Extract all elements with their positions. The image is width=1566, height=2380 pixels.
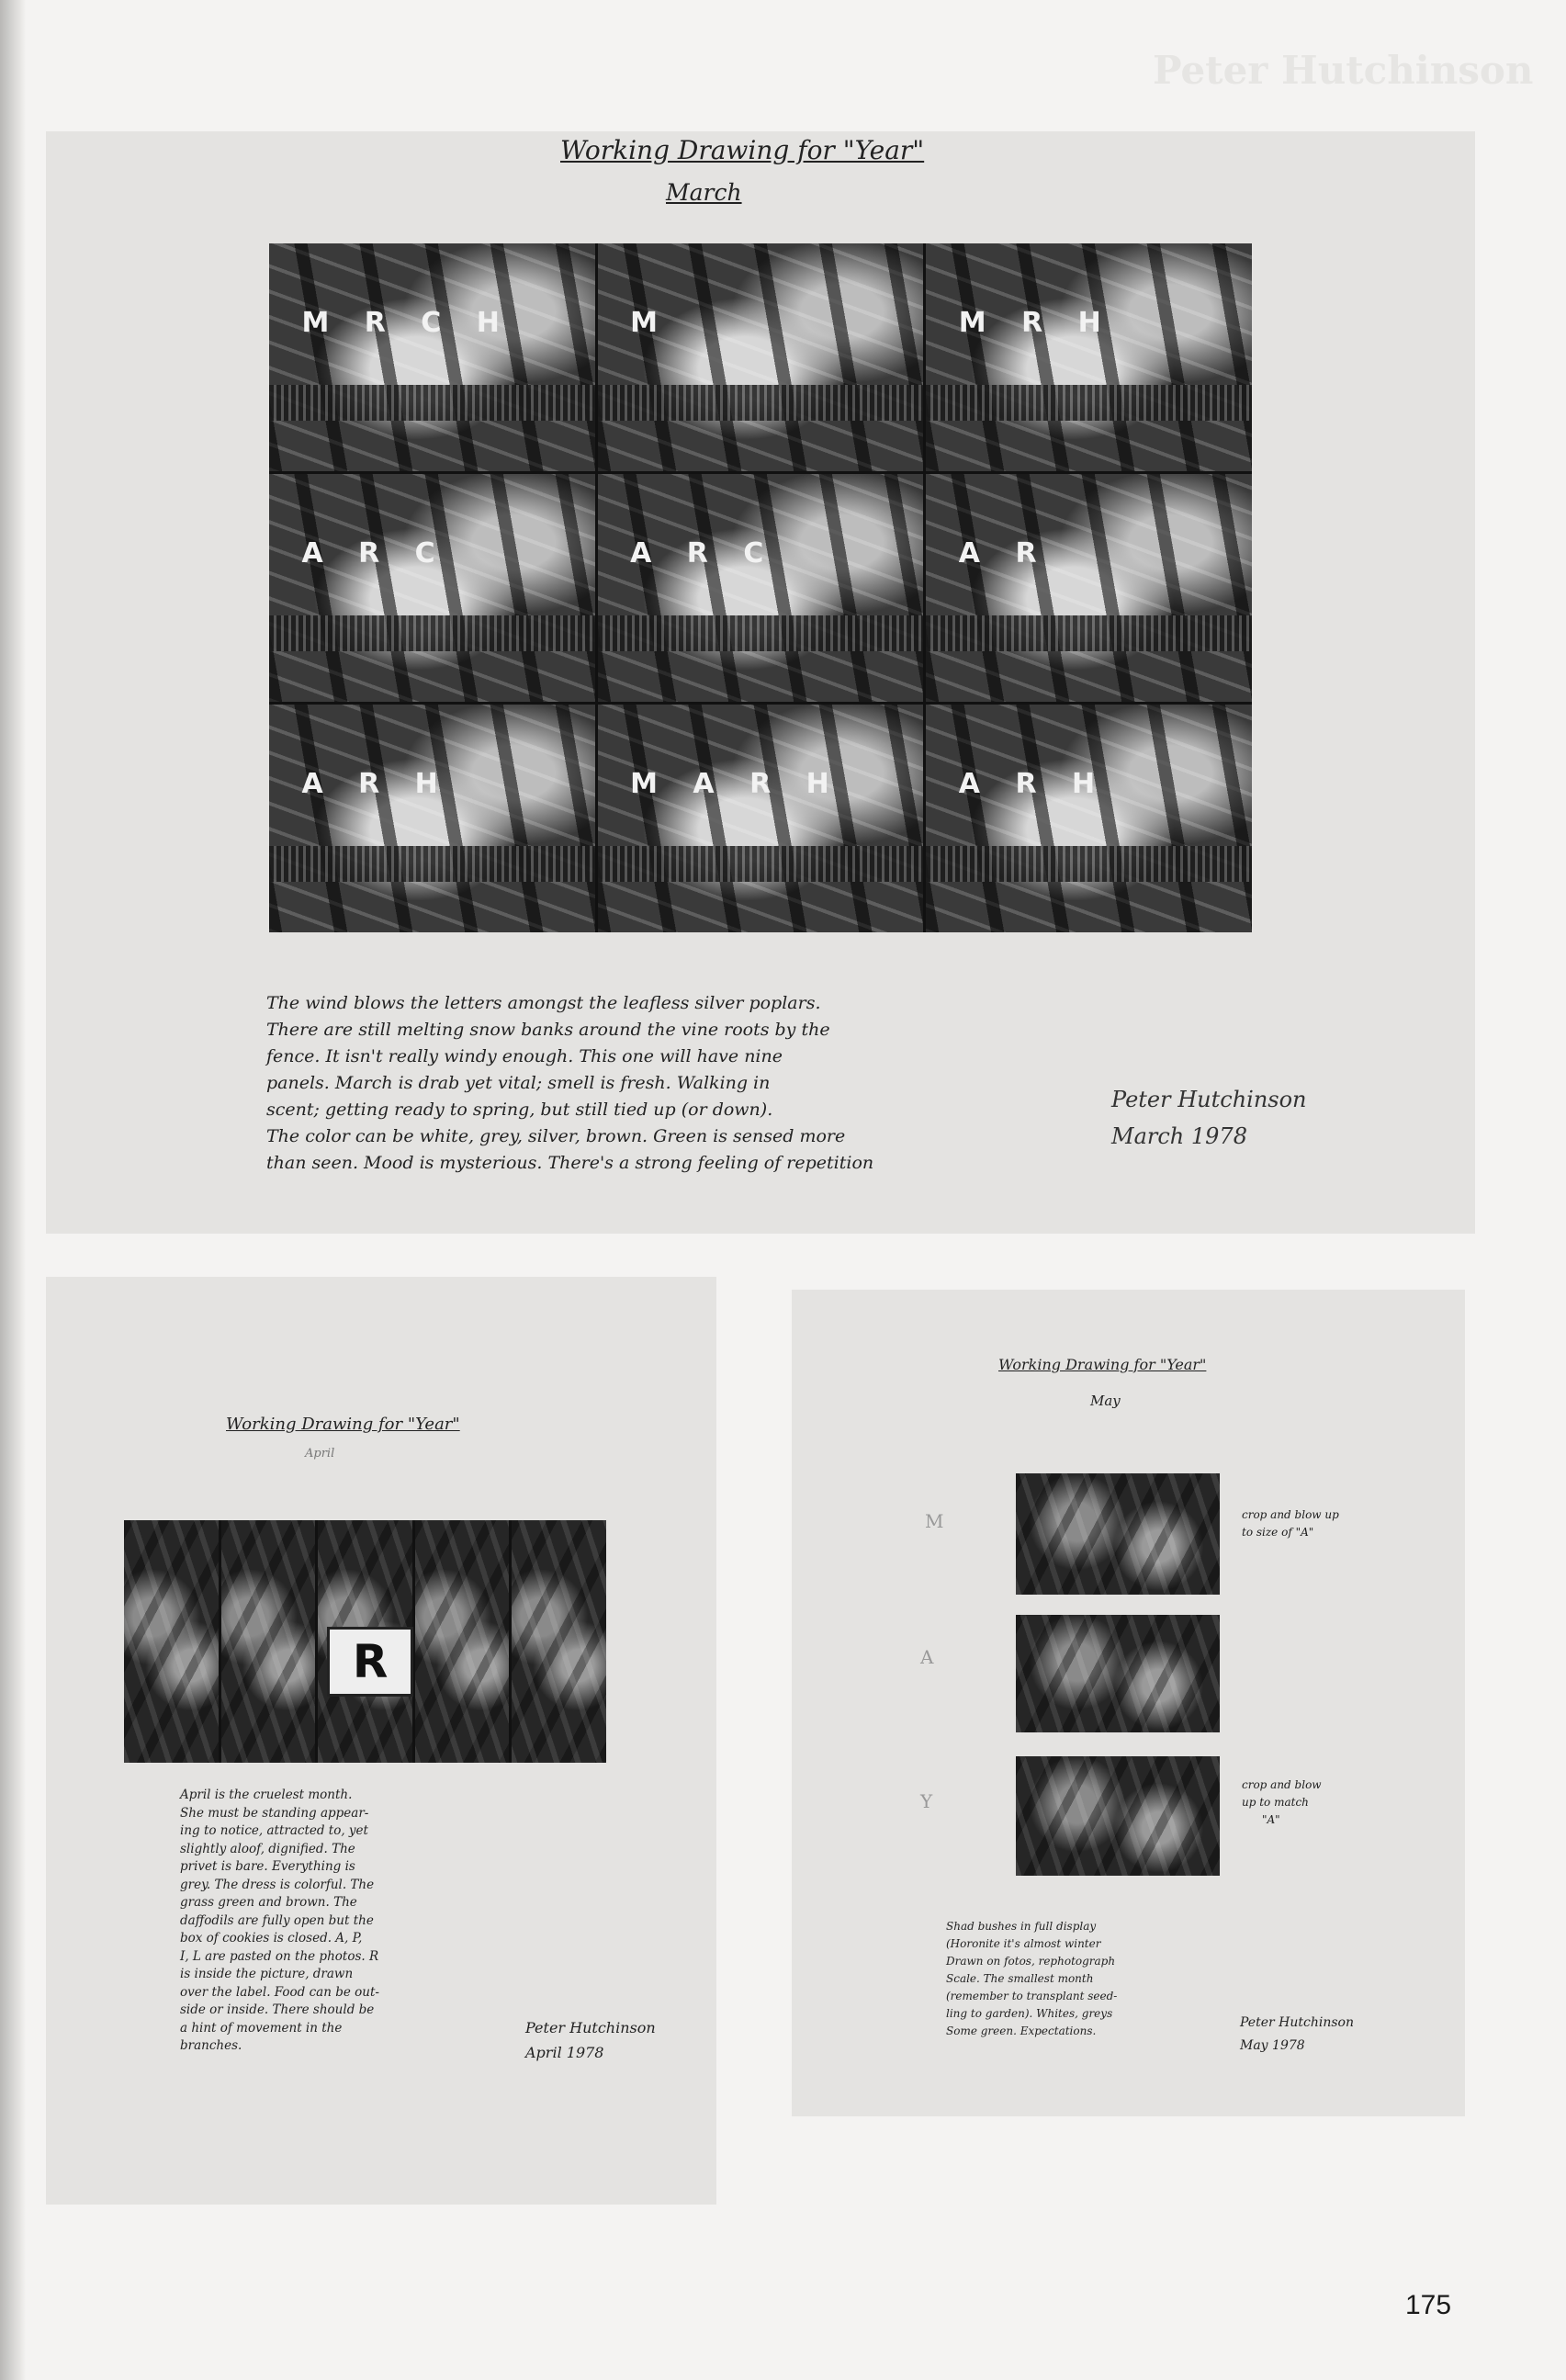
april-working-drawing <box>46 1277 716 2205</box>
may-handwritten-text <box>946 1918 1222 2040</box>
text-line: daffodils are fully open but the <box>180 1912 374 1928</box>
april-photo <box>124 1520 219 1763</box>
march-photo-panel <box>926 243 1252 471</box>
may-month: May <box>1090 1393 1121 1409</box>
panel-letters: M R H <box>958 307 1114 340</box>
may-working-drawing <box>792 1290 1465 2116</box>
r-letter: R <box>352 1635 389 1689</box>
page-number: 175 <box>1405 2290 1452 2320</box>
may-side-letter: A <box>920 1646 934 1668</box>
panel-letters: A R C <box>630 537 777 570</box>
april-photo <box>512 1520 606 1763</box>
note-line: crop and blow up <box>1242 1508 1339 1521</box>
march-date: March 1978 <box>1111 1123 1247 1149</box>
may-photo-bottom <box>1016 1756 1220 1876</box>
april-photo <box>415 1520 510 1763</box>
panel-letters: A R H <box>958 768 1109 801</box>
march-signature: Peter Hutchinson <box>1111 1087 1307 1112</box>
text-line: privet is bare. Everything is <box>180 1859 355 1874</box>
april-photo-strip <box>124 1520 606 1763</box>
text-line: grass green and brown. The <box>180 1895 357 1910</box>
may-photo-middle <box>1016 1615 1220 1732</box>
march-photo-panel <box>926 474 1252 702</box>
book-gutter-shadow <box>0 0 26 2380</box>
april-photo <box>318 1520 412 1763</box>
may-note-top <box>1242 1506 1339 1541</box>
text-line: over the label. Food can be out- <box>180 1984 379 2000</box>
text-line: ing to notice, attracted to, yet <box>180 1823 368 1838</box>
march-month: March <box>666 179 742 206</box>
text-line: side or inside. There should be <box>180 2002 375 2017</box>
text-line: I, L are pasted on the photos. R <box>180 1948 379 1964</box>
note-line: crop and blow <box>1242 1778 1322 1791</box>
panel-letters: M R C H <box>301 307 513 340</box>
may-side-letter: M <box>925 1510 944 1532</box>
march-photo-panel <box>926 705 1252 932</box>
text-line: scent; getting ready to spring, but still tied up (or down). <box>266 1100 773 1120</box>
r-letter-card <box>327 1627 413 1697</box>
text-line: branches. <box>180 2038 242 2053</box>
april-photo <box>221 1520 316 1763</box>
text-line: (remember to transplant seed- <box>946 1990 1118 2002</box>
text-line: Drawn on fotos, rephotograph <box>946 1955 1116 1968</box>
march-photo-grid <box>269 243 1252 932</box>
may-title: Working Drawing for "Year" <box>998 1356 1207 1373</box>
april-month: April <box>305 1447 335 1461</box>
april-signature: Peter Hutchinson <box>525 2019 656 2036</box>
text-line: than seen. Mood is mysterious. There's a strong feeling of repetition <box>266 1153 874 1173</box>
march-photo-panel <box>598 705 924 932</box>
note-line: up to match <box>1242 1796 1309 1809</box>
march-photo-panel <box>598 243 924 471</box>
panel-letters: M A R H <box>630 768 842 801</box>
panel-letters: M <box>630 307 670 340</box>
panel-letters: A R H <box>301 768 451 801</box>
text-line: slightly aloof, dignified. The <box>180 1841 355 1856</box>
march-title: Working Drawing for "Year" <box>560 135 925 165</box>
april-date: April 1978 <box>525 2044 604 2061</box>
text-line: She must be standing appear- <box>180 1805 369 1821</box>
march-photo-panel <box>269 705 595 932</box>
panel-letters: A R C <box>301 537 448 570</box>
panel-letters: A R <box>958 537 1050 570</box>
text-line: The wind blows the letters amongst the leafless silver poplars. <box>266 993 821 1013</box>
note-line: "A" <box>1262 1813 1280 1826</box>
april-handwritten-text <box>180 1787 474 2056</box>
may-side-letter: Y <box>920 1790 933 1812</box>
april-title: Working Drawing for "Year" <box>226 1415 460 1434</box>
may-date: May 1978 <box>1240 2038 1305 2053</box>
text-line: fence. It isn't really windy enough. This one will have nine <box>266 1046 783 1066</box>
text-line: is inside the picture, drawn <box>180 1967 354 1981</box>
march-photo-panel <box>269 243 595 471</box>
march-photo-panel <box>598 474 924 702</box>
text-line: a hint of movement in the <box>180 2020 343 2036</box>
text-line: box of cookies is closed. A, P, <box>180 1931 363 1946</box>
bleed-through-text: Peter Hutchinson <box>1153 48 1534 93</box>
text-line: Shad bushes in full display <box>946 1920 1097 1933</box>
text-line: ling to garden). Whites, greys <box>946 2007 1113 2020</box>
text-line: The color can be white, grey, silver, brown. Green is sensed more <box>266 1126 846 1146</box>
text-line: There are still melting snow banks around the vine roots by the <box>266 1020 830 1040</box>
text-line: April is the cruelest month. <box>180 1788 353 1802</box>
text-line: grey. The dress is colorful. The <box>180 1877 375 1892</box>
text-line: Scale. The smallest month <box>946 1972 1094 1985</box>
may-note-bottom <box>1242 1777 1322 1829</box>
text-line: panels. March is drab yet vital; smell is fresh. Walking in <box>266 1073 771 1093</box>
may-photo-top <box>1016 1473 1220 1595</box>
march-working-drawing <box>46 131 1475 1234</box>
march-photo-panel <box>269 474 595 702</box>
note-line: to size of "A" <box>1242 1526 1314 1539</box>
text-line: (Horonite it's almost winter <box>946 1937 1101 1950</box>
text-line: Some green. Expectations. <box>946 2025 1097 2037</box>
may-signature: Peter Hutchinson <box>1240 2015 1354 2030</box>
march-handwritten-text <box>266 990 1148 1177</box>
